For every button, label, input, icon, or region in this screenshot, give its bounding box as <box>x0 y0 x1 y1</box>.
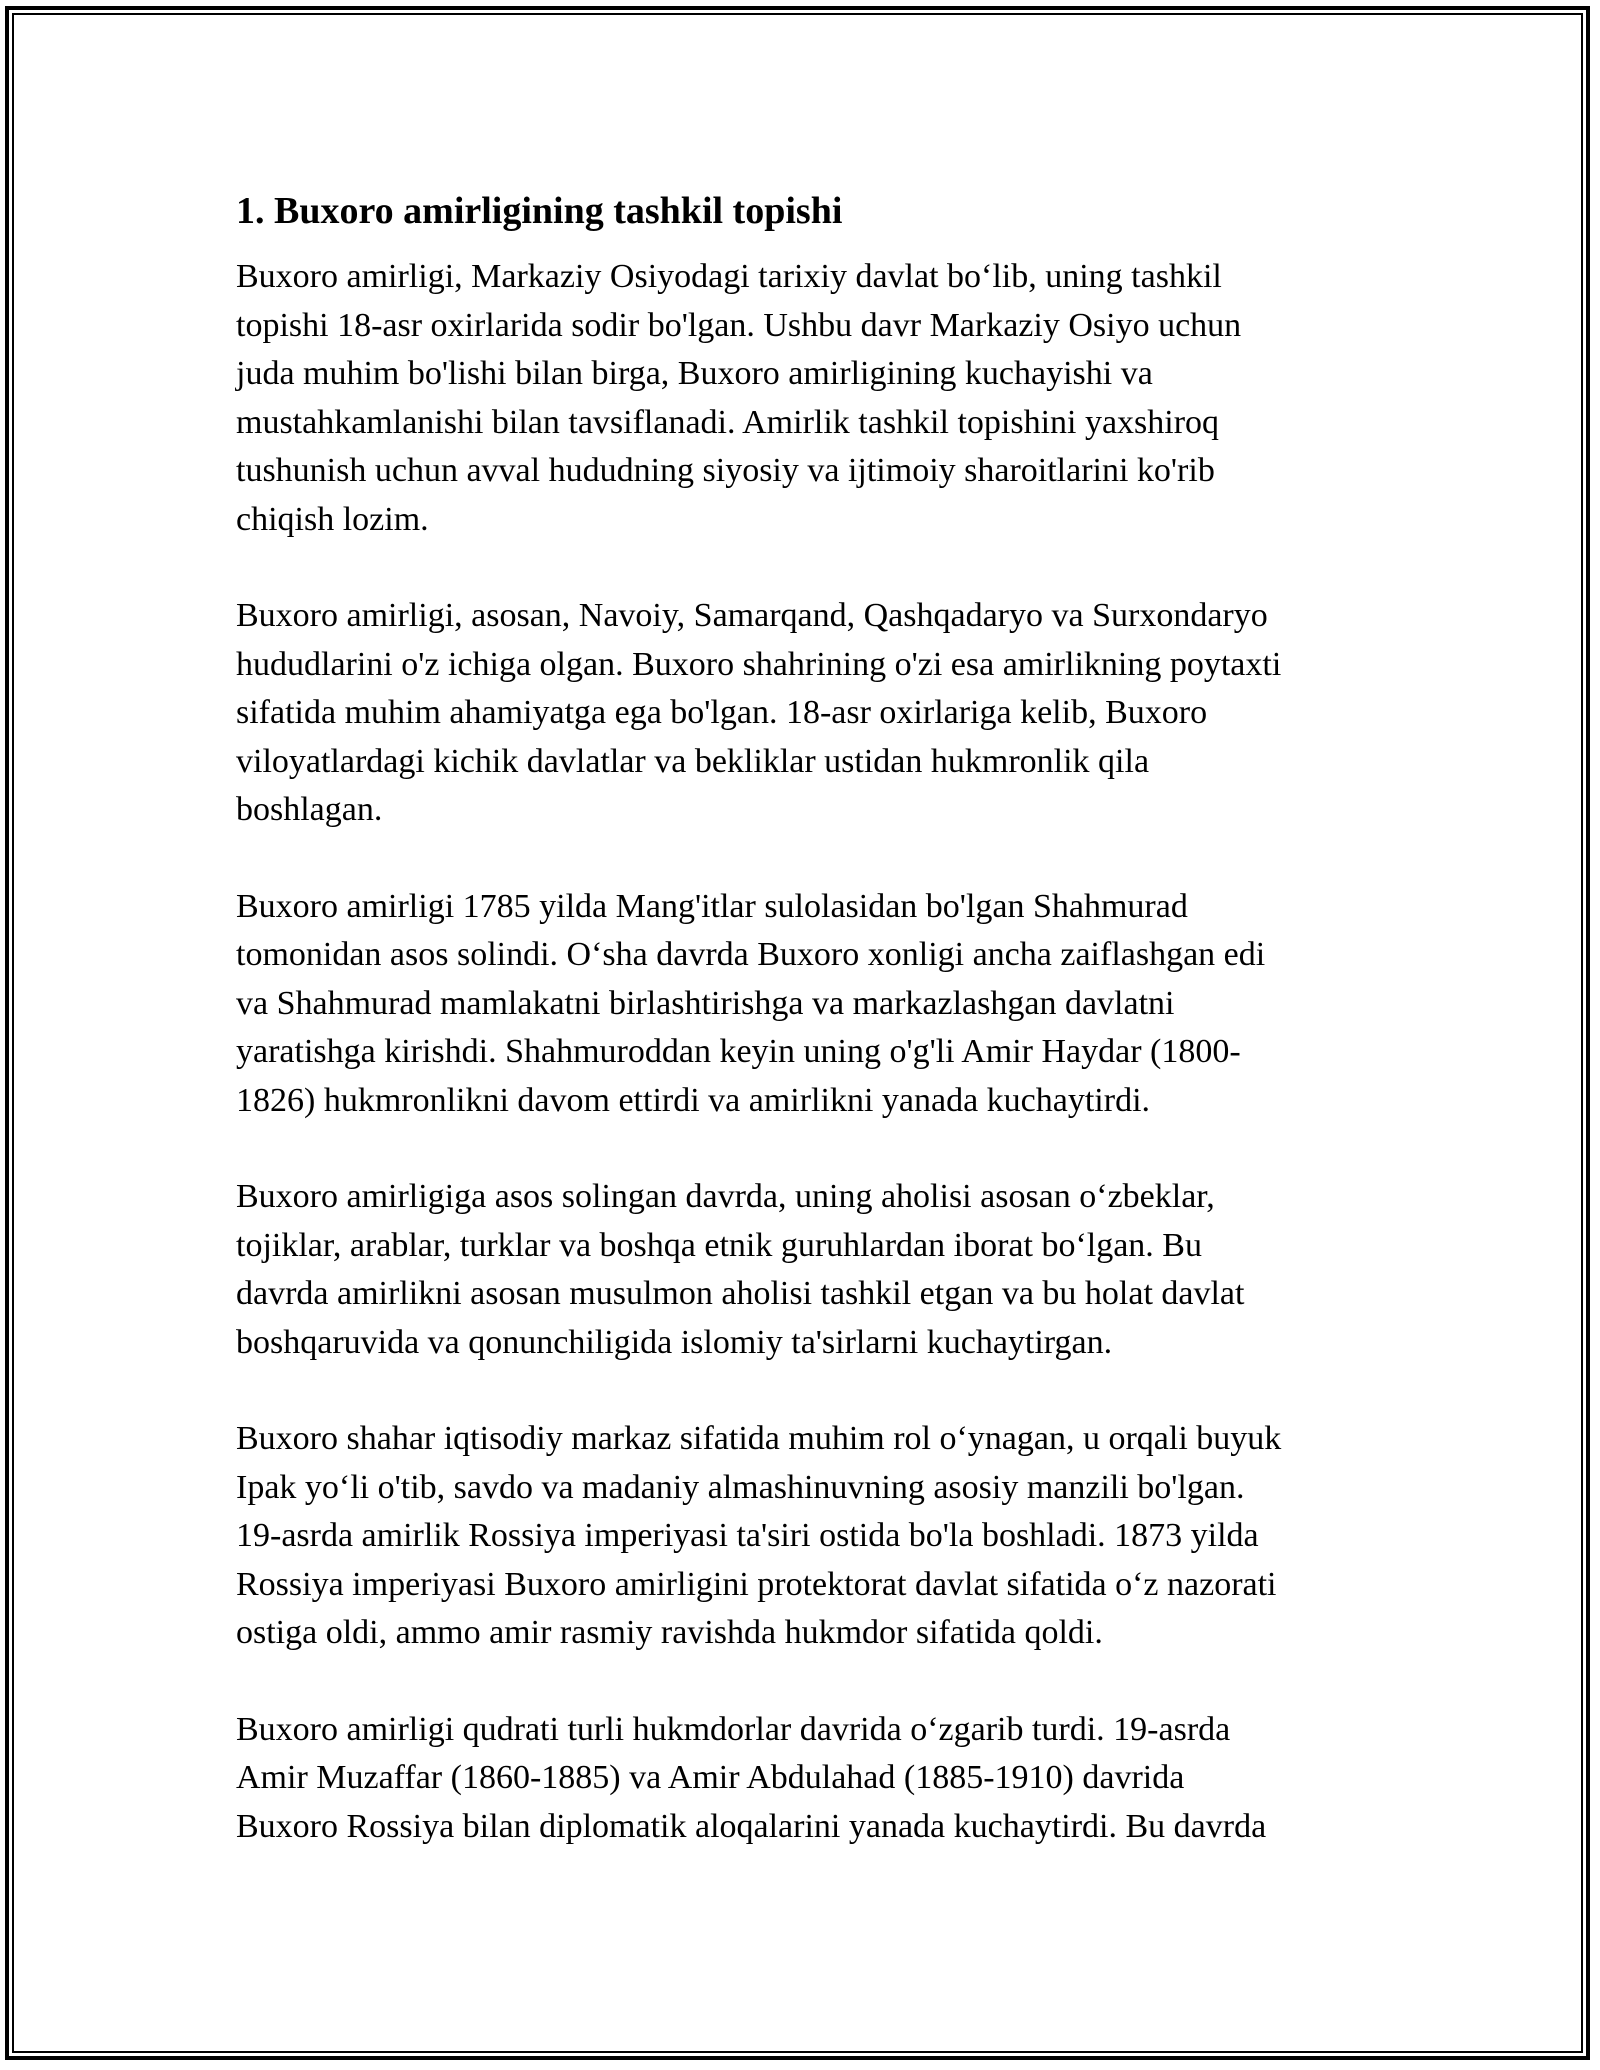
text-line: yaratishga kirishdi. Shahmuroddan keyin uning o'g'li Amir Haydar (1800- <box>236 1033 1241 1070</box>
document-body <box>236 253 1376 1851</box>
text-line: hududlarini o'z ichiga olgan. Buxoro shahrining o'zi esa amirlikning poytaxti <box>236 645 1282 683</box>
text-line: tushunish uchun avval hududning siyosiy va ijtimoiy sharoitlarini ko'rib <box>236 452 1215 489</box>
text-line: Buxoro amirligiga asos solingan davrda, uning aholisi asosan o‘zbeklar, <box>236 1178 1215 1215</box>
paragraph-1 <box>236 253 1376 544</box>
text-line: Buxoro shahar iqtisodiy markaz sifatida muhim rol o‘ynagan, u orqali buyuk <box>236 1420 1282 1457</box>
text-line: Amir Muzaffar (1860-1885) va Amir Abdulahad (1885-1910) davrida <box>236 1759 1185 1796</box>
text-line: boshlagan. <box>236 791 383 828</box>
section-heading: 1. Buxoro amirligining tashkil topishi <box>236 190 843 232</box>
text-line: 1826) hukmronlikni davom ettirdi va amirlikni yanada kuchaytirdi. <box>236 1081 1151 1119</box>
text-line: Ipak yo‘li o'tib, savdo va madaniy almashinuvning asosiy manzili bo'lgan. <box>236 1468 1245 1506</box>
text-line: 19-asrda amirlik Rossiya imperiyasi ta'siri ostida bo'la boshladi. 1873 yilda <box>236 1517 1259 1554</box>
text-line: topishi 18-asr oxirlarida sodir bo'lgan. Ushbu davr Markaziy Osiyo uchun <box>236 306 1242 344</box>
paragraph-6 <box>236 1706 1376 1852</box>
text-line: mustahkamlanishi bilan tavsiflanadi. Amirlik tashkil topishini yaxshiroq <box>236 403 1220 441</box>
text-line: Buxoro amirligi, Markaziy Osiyodagi tarixiy davlat bo‘lib, uning tashkil <box>236 258 1222 295</box>
text-line: chiqish lozim. <box>236 500 429 538</box>
text-line: tojiklar, arablar, turklar va boshqa etnik guruhlardan iborat bo‘lgan. Bu <box>236 1226 1202 1264</box>
text-line: sifatida muhim ahamiyatga ega bo'lgan. 18-asr oxirlariga kelib, Buxoro <box>236 694 1208 731</box>
paragraph-4 <box>236 1173 1376 1367</box>
paragraph-2 <box>236 592 1376 835</box>
text-line: ostiga oldi, ammo amir rasmiy ravishda hukmdor sifatida qoldi. <box>236 1614 1103 1651</box>
text-line: davrda amirlikni asosan musulmon aholisi tashkil etgan va bu holat davlat <box>236 1275 1245 1312</box>
text-line: juda muhim bo'lishi bilan birga, Buxoro amirligining kuchayishi va <box>236 355 1153 392</box>
text-line: Buxoro amirligi 1785 yilda Mang'itlar sulolasidan bo'lgan Shahmurad <box>236 887 1188 925</box>
text-line: Buxoro Rossiya bilan diplomatik aloqalarini yanada kuchaytirdi. Bu davrda <box>236 1807 1267 1845</box>
text-line: va Shahmurad mamlakatni birlashtirishga va markazlashgan davlatni <box>236 984 1175 1022</box>
text-line: boshqaruvida va qonunchiligida islomiy ta'sirlarni kuchaytirgan. <box>236 1323 1113 1361</box>
text-line: tomonidan asos solindi. O‘sha davrda Buxoro xonligi ancha zaiflashgan edi <box>236 936 1266 973</box>
text-line: Rossiya imperiyasi Buxoro amirligini protektorat davlat sifatida o‘z nazorati <box>236 1565 1277 1603</box>
document-content <box>236 185 1376 1899</box>
text-line: Buxoro amirligi qudrati turli hukmdorlar davrida o‘zgarib turdi. 19-asrda <box>236 1710 1231 1748</box>
paragraph-5 <box>236 1415 1376 1658</box>
text-line: viloyatlardagi kichik davlatlar va bekliklar ustidan hukmronlik qila <box>236 742 1150 780</box>
paragraph-3 <box>236 883 1376 1126</box>
text-line: Buxoro amirligi, asosan, Navoiy, Samarqand, Qashqadaryo va Surxondaryo <box>236 597 1268 634</box>
